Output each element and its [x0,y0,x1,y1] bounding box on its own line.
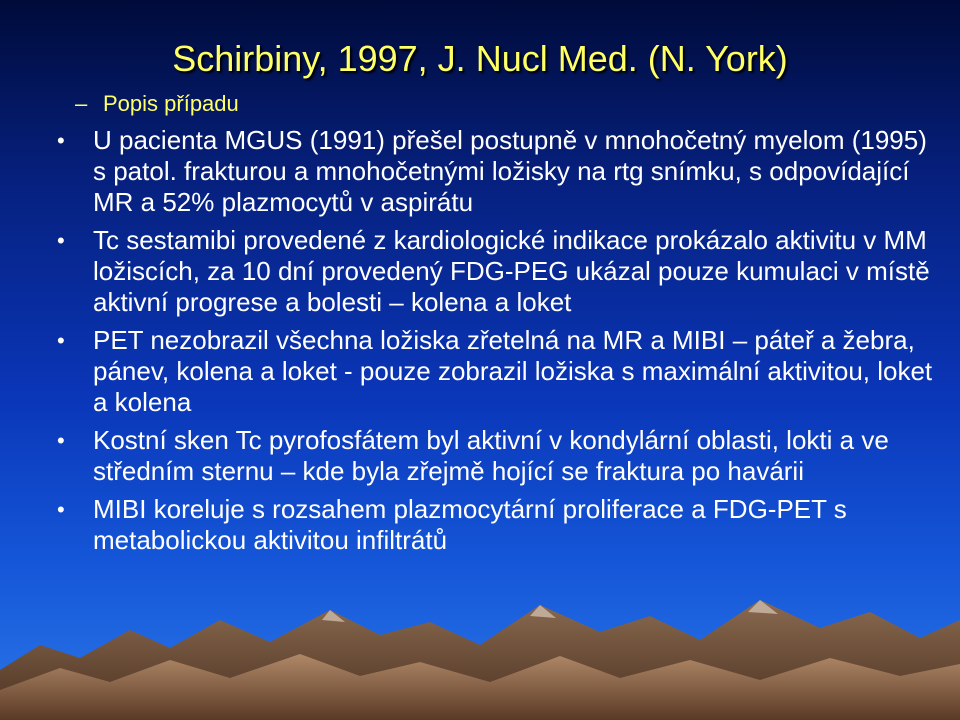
bullet-text: Tc sestamibi provedené z kardiologické indikace prokázalo aktivitu v MM ložiscích, za 10 dní provedený FDG-PEG ukázal pouze kumulaci v místě aktivní progrese a bolesti – kolena a loket [93,225,930,317]
bullet-text: MIBI koreluje s rozsahem plazmocytární proliferace a FDG-PET s metabolickou aktivitou infiltrátů [93,494,847,555]
bullet-icon: • [57,328,65,353]
bullet-icon: • [57,128,65,153]
slide-title: Schirbiny, 1997, J. Nucl Med. (N. York) [172,38,788,79]
sub-item-text: Popis případu [103,91,239,116]
bullet-item [57,425,943,487]
bullet-icon: • [57,497,65,522]
sub-item-dash: – [75,91,88,116]
bullet-icon: • [57,228,65,253]
bullet-text: Kostní sken Tc pyrofosfátem byl aktivní v kondylární oblasti, lokti a ve středním sternu – kde byla zřejmě hojící se fraktura po havárii [93,425,889,486]
sub-item-case-description [75,90,239,118]
bullet-item [57,225,943,318]
bullet-text: PET nezobrazil všechna ložiska zřetelná na MR a MIBI – páteř a žebra, pánev, kolena a loket - pouze zobrazil ložiska s maximální aktivitou, loket a kolena [93,325,933,417]
bullet-list [57,125,943,563]
bullet-item [57,325,943,418]
bullet-item [57,125,943,218]
bullet-text: U pacienta MGUS (1991) přešel postupně v mnohočetný myelom (1995) s patol. frakturou a mnohočetnými ložisky na rtg snímku, s odpovídající MR a 52% plazmocytů v aspirátu [93,125,927,217]
mountain-background [0,550,960,720]
bullet-item [57,494,943,556]
bullet-icon: • [57,428,65,453]
